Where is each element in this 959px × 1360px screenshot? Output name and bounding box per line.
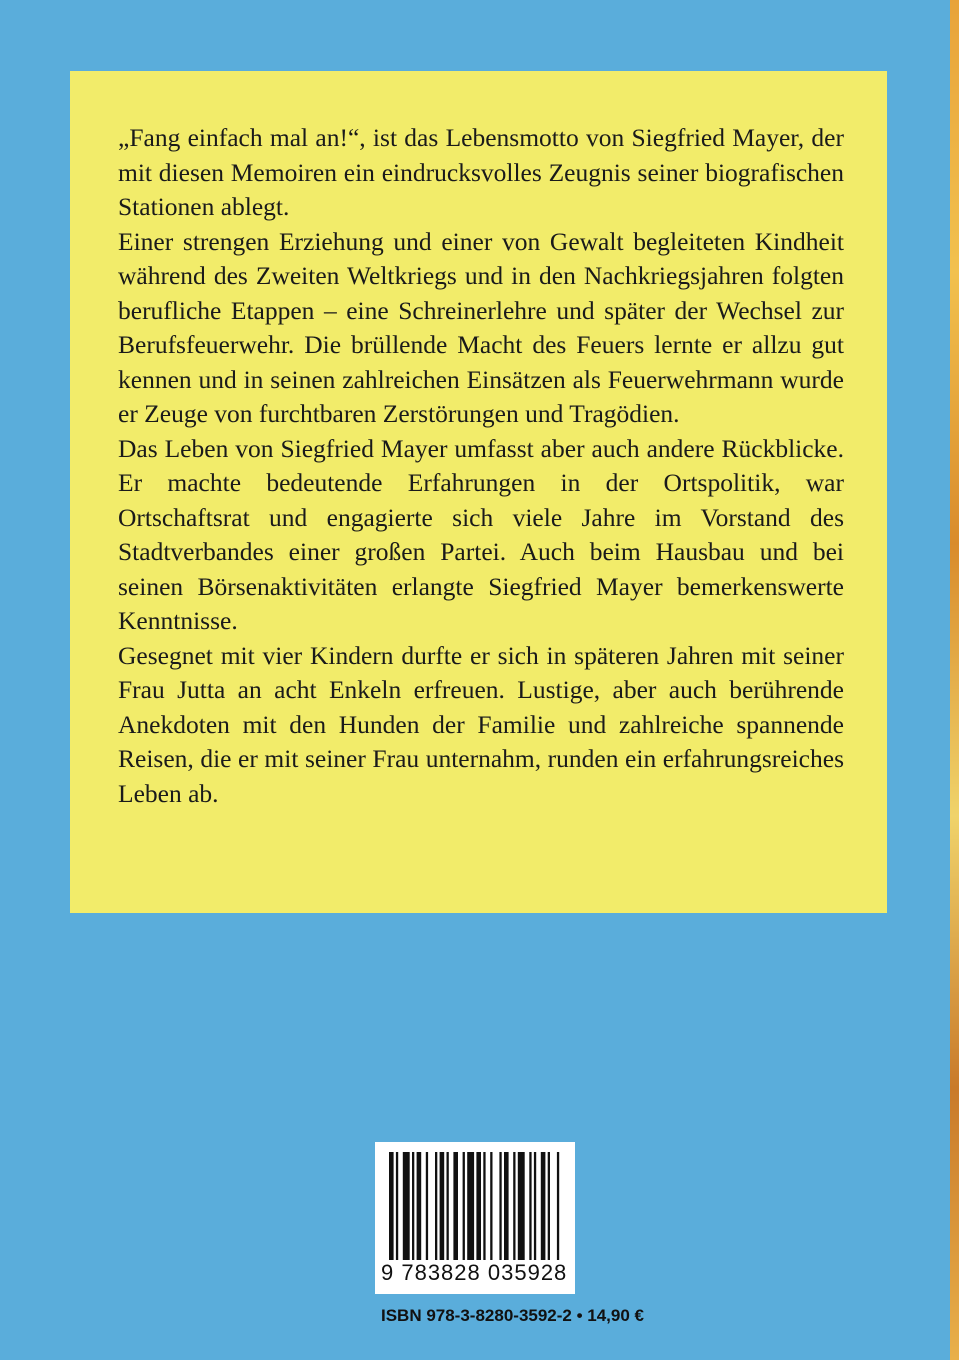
barcode-bar	[389, 1152, 394, 1260]
barcode-bar	[426, 1152, 428, 1260]
barcode-bar	[557, 1152, 559, 1260]
blurb-paragraph-2: Einer strengen Erziehung und einer von Gewalt begleiteten Kindheit während des Zweiten Weltkriegs und in den Nachkriegsjahren folgten berufliche Etappen – eine Schreinerlehre und später der Wechsel zur Berufsfeuerwehr. Die brüllende Macht des Feuers lernte er allzu gut kennen und in seinen zahlreichen Einsätzen als Feuerwehrmann wurde er Zeuge von furchtbaren Zerstörungen und Tragödien.	[118, 226, 844, 428]
barcode-bar	[504, 1152, 509, 1260]
spine-edge-strip	[950, 0, 959, 1360]
barcode-bar	[435, 1152, 437, 1260]
barcode-bar	[467, 1152, 474, 1260]
isbn-price-text: ISBN 978-3-8280-3592-2 • 14,90 €	[380, 1306, 644, 1325]
blurb-paragraph-4: Gesegnet mit vier Kindern durfte er sich in späteren Jahren mit seiner Frau Jutta an acht Enkeln erfreuen. Lustige, aber auch berührende Anekdoten mit den Hunden der Familie und zahlreiche spannende Reisen, die er mit seiner Frau unternahm, runden ein erfahrungsreiches Leben ab.	[118, 640, 844, 808]
barcode-bar	[499, 1152, 501, 1260]
blurb-paragraph-3: Das Leben von Siegfried Mayer umfasst aber auch andere Rückblicke. Er machte bedeutende Erfahrungen in der Ortspolitik, war Ortschaftsrat und engagierte sich viele Jahre im Vorstand des Stadtverbandes einer großen Partei. Auch beim Hausbau und bei seinen Börsenaktivitäten erlangte Siegfried Mayer bemerkenswerte Kenntnisse.	[118, 433, 844, 635]
blurb-paragraph-1: „Fang einfach mal an!“, ist das Lebensmotto von Siegfried Mayer, der mit diesen Memoiren ein eindrucksvolles Zeugnis seiner biografischen Stationen ablegt.	[118, 123, 844, 221]
isbn-price-line	[0, 1306, 959, 1326]
barcode-bar	[518, 1152, 525, 1260]
barcode-bar	[490, 1152, 492, 1260]
blurb-box	[70, 71, 887, 913]
barcode-bar	[534, 1152, 536, 1260]
barcode-bar	[453, 1152, 458, 1260]
barcode-bar	[529, 1152, 531, 1260]
barcode-bar	[541, 1152, 546, 1260]
barcode-bar	[403, 1152, 410, 1260]
barcode-digits: 9 783828 035928	[381, 1260, 568, 1285]
barcode-bar	[513, 1152, 515, 1260]
barcode-bar	[447, 1152, 449, 1260]
barcode-bar	[417, 1152, 422, 1260]
barcode-bar	[412, 1152, 414, 1260]
barcode-bar	[548, 1152, 550, 1260]
barcode-bar	[396, 1152, 398, 1260]
barcode-bar	[476, 1152, 481, 1260]
barcode-bar	[463, 1152, 465, 1260]
barcode-bar	[440, 1152, 445, 1260]
barcode	[375, 1142, 575, 1294]
barcode-bar	[483, 1152, 485, 1260]
